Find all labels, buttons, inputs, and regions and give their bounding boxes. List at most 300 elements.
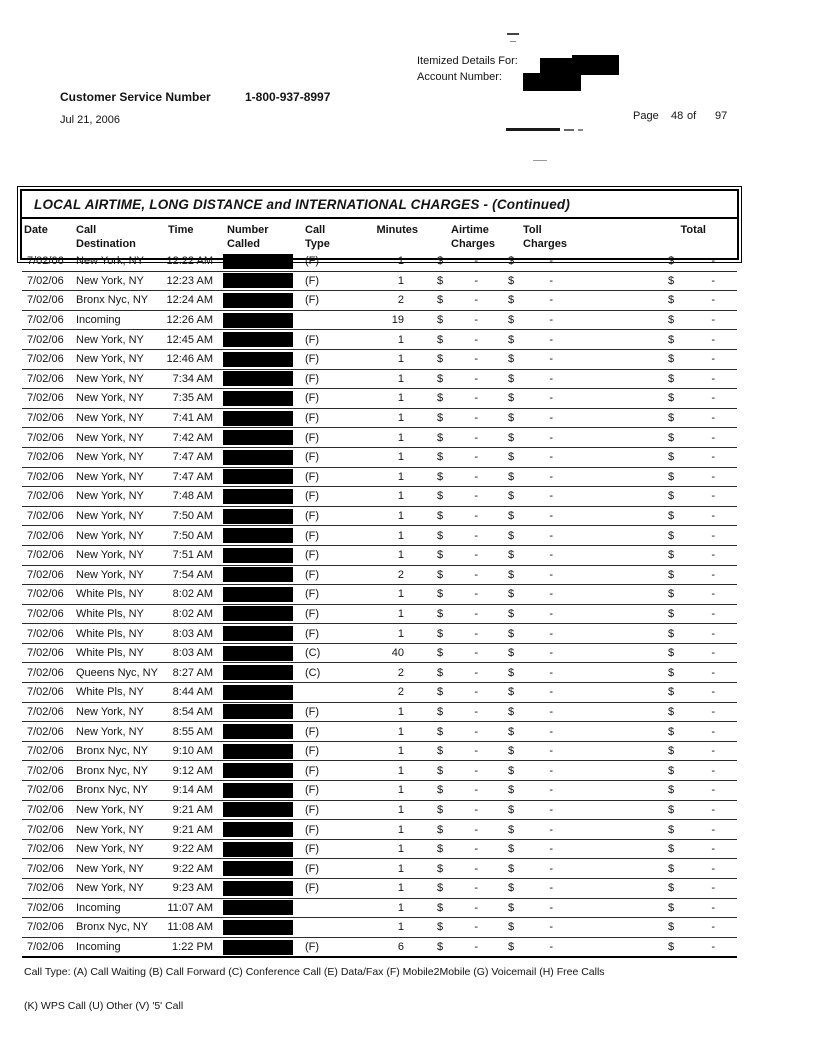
total-cell: [567, 624, 737, 644]
airtime-charges-cell: [422, 428, 484, 448]
date-cell: 7/02/06: [22, 310, 64, 330]
redacted-phone-number: [223, 313, 293, 328]
redacted-phone-number: [223, 606, 293, 621]
currency-symbol: $: [437, 901, 444, 914]
date-cell: 7/02/06: [22, 467, 64, 487]
currency-symbol: $: [508, 705, 515, 718]
date-cell: 7/02/06: [22, 506, 64, 526]
currency-symbol: $: [437, 431, 444, 444]
call-type-cell: (F): [303, 741, 355, 761]
number-called-cell: [213, 781, 303, 801]
total-cell: [567, 683, 737, 703]
amount-value: -: [474, 510, 478, 523]
toll-charges-cell: [484, 349, 567, 369]
airtime-charges-cell: [422, 937, 484, 957]
currency-symbol: $: [508, 431, 515, 444]
total-cell: [567, 800, 737, 820]
amount-value: -: [474, 412, 478, 425]
total-cell: [567, 291, 737, 311]
amount-value: -: [474, 333, 478, 346]
amount-value: -: [474, 255, 478, 268]
airtime-charges-cell: [422, 839, 484, 859]
amount-value: -: [711, 764, 715, 777]
time-cell: 9:23 AM: [162, 879, 213, 899]
time-cell: 1:22 PM: [162, 937, 213, 957]
amount-value: -: [549, 764, 553, 777]
total-cell: [567, 663, 737, 683]
number-called-cell: [213, 369, 303, 389]
currency-symbol: $: [437, 725, 444, 738]
toll-charges-cell: [484, 683, 567, 703]
amount-value: -: [549, 255, 553, 268]
airtime-charges-cell: [422, 545, 484, 565]
currency-symbol: $: [668, 843, 675, 856]
call-destination-cell: New York, NY: [64, 702, 162, 722]
amount-value: -: [549, 823, 553, 836]
scan-mark: [564, 129, 574, 131]
call-destination-cell: New York, NY: [64, 349, 162, 369]
call-type-cell: (F): [303, 761, 355, 781]
redacted-phone-number: [223, 450, 293, 465]
date-cell: 7/02/06: [22, 918, 64, 938]
amount-value: -: [711, 784, 715, 797]
call-row: [22, 447, 737, 467]
call-row: [22, 722, 737, 742]
amount-value: -: [549, 490, 553, 503]
date-cell: 7/02/06: [22, 291, 64, 311]
currency-symbol: $: [668, 705, 675, 718]
amount-value: -: [711, 686, 715, 699]
redacted-phone-number: [223, 783, 293, 798]
toll-charges-cell: [484, 369, 567, 389]
airtime-charges-cell: [422, 330, 484, 350]
redacted-phone-number: [223, 391, 293, 406]
total-cell: [567, 526, 737, 546]
currency-symbol: $: [668, 686, 675, 699]
currency-symbol: $: [437, 882, 444, 895]
call-type-cell: (F): [303, 879, 355, 899]
toll-charges-cell: [484, 663, 567, 683]
minutes-cell: 2: [355, 291, 422, 311]
amount-value: -: [474, 941, 478, 954]
redacted-phone-number: [223, 881, 293, 896]
toll-charges-cell: [484, 545, 567, 565]
call-type-cell: (F): [303, 330, 355, 350]
amount-value: -: [549, 588, 553, 601]
currency-symbol: $: [437, 353, 444, 366]
toll-charges-cell: [484, 585, 567, 605]
currency-symbol: $: [668, 274, 675, 287]
amount-value: -: [474, 823, 478, 836]
currency-symbol: $: [668, 314, 675, 327]
call-destination-cell: New York, NY: [64, 389, 162, 409]
amount-value: -: [474, 784, 478, 797]
call-type-cell: (F): [303, 624, 355, 644]
currency-symbol: $: [668, 666, 675, 679]
currency-symbol: $: [668, 764, 675, 777]
date-cell: 7/02/06: [22, 428, 64, 448]
currency-symbol: $: [508, 666, 515, 679]
call-destination-cell: New York, NY: [64, 879, 162, 899]
total-cell: [567, 604, 737, 624]
amount-value: -: [474, 921, 478, 934]
minutes-cell: 2: [355, 683, 422, 703]
currency-symbol: $: [508, 255, 515, 268]
scan-mark: [507, 33, 519, 35]
currency-symbol: $: [508, 882, 515, 895]
airtime-charges-cell: [422, 447, 484, 467]
amount-value: -: [711, 274, 715, 287]
total-cell: [567, 506, 737, 526]
amount-value: -: [711, 529, 715, 542]
page-of-label: of: [687, 110, 697, 122]
call-destination-cell: Incoming: [64, 898, 162, 918]
call-type-cell: [303, 898, 355, 918]
call-destination-cell: New York, NY: [64, 447, 162, 467]
charges-table: [22, 252, 737, 958]
currency-symbol: $: [508, 823, 515, 836]
currency-symbol: $: [437, 745, 444, 758]
call-type-cell: (F): [303, 800, 355, 820]
currency-symbol: $: [437, 510, 444, 523]
toll-charges-cell: [484, 526, 567, 546]
amount-value: -: [474, 803, 478, 816]
amount-value: -: [549, 803, 553, 816]
call-row: [22, 820, 737, 840]
amount-value: -: [711, 705, 715, 718]
toll-charges-cell: [484, 565, 567, 585]
airtime-charges-cell: [422, 859, 484, 879]
minutes-cell: 2: [355, 663, 422, 683]
time-cell: 7:51 AM: [162, 545, 213, 565]
airtime-charges-cell: [422, 624, 484, 644]
number-called-cell: [213, 545, 303, 565]
total-cell: [567, 545, 737, 565]
redacted-phone-number: [223, 371, 293, 386]
call-destination-cell: White Pls, NY: [64, 624, 162, 644]
amount-value: -: [711, 803, 715, 816]
currency-symbol: $: [508, 470, 515, 483]
total-cell: [567, 271, 737, 291]
airtime-charges-cell: [422, 310, 484, 330]
redacted-phone-number: [223, 842, 293, 857]
airtime-charges-cell: [422, 702, 484, 722]
currency-symbol: $: [668, 823, 675, 836]
amount-value: -: [549, 862, 553, 875]
date-cell: 7/02/06: [22, 252, 64, 271]
amount-value: -: [711, 882, 715, 895]
number-called-cell: [213, 252, 303, 271]
currency-symbol: $: [437, 314, 444, 327]
total-cell: [567, 467, 737, 487]
date-cell: 7/02/06: [22, 683, 64, 703]
total-cell: [567, 349, 737, 369]
date-cell: 7/02/06: [22, 408, 64, 428]
currency-symbol: $: [668, 588, 675, 601]
call-type-cell: (F): [303, 428, 355, 448]
call-row: [22, 800, 737, 820]
call-type-cell: (F): [303, 859, 355, 879]
airtime-charges-cell: [422, 604, 484, 624]
number-called-cell: [213, 565, 303, 585]
date-cell: 7/02/06: [22, 741, 64, 761]
currency-symbol: $: [437, 529, 444, 542]
airtime-charges-cell: [422, 585, 484, 605]
redacted-phone-number: [223, 822, 293, 837]
amount-value: -: [549, 921, 553, 934]
toll-charges-cell: [484, 624, 567, 644]
total-cell: [567, 741, 737, 761]
minutes-cell: 1: [355, 271, 422, 291]
time-cell: 12:23 AM: [162, 271, 213, 291]
amount-value: -: [474, 470, 478, 483]
call-destination-cell: White Pls, NY: [64, 585, 162, 605]
redacted-phone-number: [223, 665, 293, 680]
minutes-cell: 1: [355, 330, 422, 350]
time-cell: 12:46 AM: [162, 349, 213, 369]
currency-symbol: $: [508, 529, 515, 542]
amount-value: -: [474, 490, 478, 503]
time-cell: 8:02 AM: [162, 604, 213, 624]
time-cell: 7:35 AM: [162, 389, 213, 409]
amount-value: -: [549, 568, 553, 581]
airtime-charges-cell: [422, 643, 484, 663]
total-cell: [567, 310, 737, 330]
call-row: [22, 428, 737, 448]
currency-symbol: $: [508, 294, 515, 307]
currency-symbol: $: [508, 745, 515, 758]
call-type-cell: (C): [303, 663, 355, 683]
date-cell: 7/02/06: [22, 702, 64, 722]
call-destination-cell: New York, NY: [64, 369, 162, 389]
currency-symbol: $: [437, 862, 444, 875]
currency-symbol: $: [668, 882, 675, 895]
currency-symbol: $: [668, 803, 675, 816]
redacted-phone-number: [223, 352, 293, 367]
time-cell: 9:21 AM: [162, 820, 213, 840]
currency-symbol: $: [508, 372, 515, 385]
currency-symbol: $: [668, 901, 675, 914]
redacted-phone-number: [223, 411, 293, 426]
toll-charges-cell: [484, 428, 567, 448]
currency-symbol: $: [668, 451, 675, 464]
time-cell: 8:55 AM: [162, 722, 213, 742]
call-destination-cell: Bronx Nyc, NY: [64, 781, 162, 801]
time-cell: 9:12 AM: [162, 761, 213, 781]
call-type-cell: (F): [303, 291, 355, 311]
call-type-cell: (F): [303, 252, 355, 271]
toll-charges-cell: [484, 506, 567, 526]
currency-symbol: $: [437, 392, 444, 405]
minutes-cell: 1: [355, 702, 422, 722]
redacted-phone-number: [223, 744, 293, 759]
airtime-charges-cell: [422, 389, 484, 409]
minutes-cell: 1: [355, 781, 422, 801]
amount-value: -: [711, 490, 715, 503]
call-type-cell: (F): [303, 467, 355, 487]
call-row: [22, 252, 737, 271]
currency-symbol: $: [668, 921, 675, 934]
currency-symbol: $: [668, 510, 675, 523]
charges-table-title: LOCAL AIRTIME, LONG DISTANCE and INTERNATIONAL CHARGES - (Continued): [22, 191, 737, 219]
redacted-phone-number: [223, 293, 293, 308]
amount-value: -: [549, 725, 553, 738]
toll-charges-cell: [484, 604, 567, 624]
amount-value: -: [549, 784, 553, 797]
redacted-phone-number: [223, 254, 293, 269]
call-type-cell: (F): [303, 369, 355, 389]
call-destination-cell: Queens Nyc, NY: [64, 663, 162, 683]
amount-value: -: [474, 294, 478, 307]
toll-charges-cell: [484, 310, 567, 330]
currency-symbol: $: [437, 470, 444, 483]
call-type-legend-line-1: Call Type: (A) Call Waiting (B) Call Forward (C) Conference Call (E) Data/Fax (F) Mobile2Mobile (G) Voicemail (H) Free Calls: [24, 966, 605, 978]
date-cell: 7/02/06: [22, 545, 64, 565]
call-destination-cell: New York, NY: [64, 408, 162, 428]
amount-value: -: [549, 333, 553, 346]
amount-value: -: [549, 510, 553, 523]
col-header-minutes: Minutes: [376, 224, 418, 236]
time-cell: 9:22 AM: [162, 859, 213, 879]
date-cell: 7/02/06: [22, 624, 64, 644]
minutes-cell: 1: [355, 879, 422, 899]
amount-value: -: [474, 764, 478, 777]
currency-symbol: $: [508, 921, 515, 934]
date-cell: 7/02/06: [22, 800, 64, 820]
date-cell: 7/02/06: [22, 585, 64, 605]
amount-value: -: [711, 333, 715, 346]
number-called-cell: [213, 467, 303, 487]
amount-value: -: [549, 529, 553, 542]
redacted-phone-number: [223, 940, 293, 955]
currency-symbol: $: [508, 764, 515, 777]
amount-value: -: [474, 314, 478, 327]
number-called-cell: [213, 526, 303, 546]
call-row: [22, 937, 737, 957]
total-cell: [567, 487, 737, 507]
col-header-total: Total: [680, 224, 706, 236]
minutes-cell: 1: [355, 389, 422, 409]
call-row: [22, 487, 737, 507]
account-number-label: Account Number:: [417, 70, 502, 83]
minutes-cell: 1: [355, 800, 422, 820]
toll-charges-cell: [484, 761, 567, 781]
amount-value: -: [549, 294, 553, 307]
call-destination-cell: New York, NY: [64, 565, 162, 585]
airtime-charges-cell: [422, 291, 484, 311]
date-cell: 7/02/06: [22, 487, 64, 507]
redacted-phone-number: [223, 587, 293, 602]
date-cell: 7/02/06: [22, 761, 64, 781]
currency-symbol: $: [668, 647, 675, 660]
currency-symbol: $: [508, 647, 515, 660]
time-cell: 9:14 AM: [162, 781, 213, 801]
amount-value: -: [474, 392, 478, 405]
date-cell: 7/02/06: [22, 565, 64, 585]
date-cell: 7/02/06: [22, 722, 64, 742]
call-type-cell: (C): [303, 643, 355, 663]
page-total: 97: [715, 110, 728, 122]
amount-value: -: [474, 627, 478, 640]
currency-symbol: $: [668, 412, 675, 425]
minutes-cell: 1: [355, 467, 422, 487]
total-cell: [567, 859, 737, 879]
amount-value: -: [474, 725, 478, 738]
amount-value: -: [474, 549, 478, 562]
number-called-cell: [213, 487, 303, 507]
airtime-charges-cell: [422, 722, 484, 742]
call-row: [22, 683, 737, 703]
call-destination-cell: New York, NY: [64, 467, 162, 487]
currency-symbol: $: [668, 725, 675, 738]
toll-charges-cell: [484, 859, 567, 879]
amount-value: -: [711, 647, 715, 660]
amount-value: -: [474, 274, 478, 287]
amount-value: -: [549, 274, 553, 287]
number-called-cell: [213, 428, 303, 448]
call-type-cell: (F): [303, 722, 355, 742]
currency-symbol: $: [508, 490, 515, 503]
airtime-charges-cell: [422, 408, 484, 428]
redacted-phone-number: [223, 802, 293, 817]
date-cell: 7/02/06: [22, 781, 64, 801]
airtime-charges-cell: [422, 898, 484, 918]
currency-symbol: $: [437, 607, 444, 620]
call-destination-cell: New York, NY: [64, 839, 162, 859]
number-called-cell: [213, 389, 303, 409]
page-number: 48: [671, 110, 684, 122]
toll-charges-cell: [484, 741, 567, 761]
call-destination-cell: Bronx Nyc, NY: [64, 291, 162, 311]
toll-charges-cell: [484, 781, 567, 801]
call-destination-cell: Incoming: [64, 310, 162, 330]
date-cell: 7/02/06: [22, 898, 64, 918]
call-type-cell: (F): [303, 447, 355, 467]
currency-symbol: $: [437, 705, 444, 718]
call-row: [22, 349, 737, 369]
itemized-details-block: [417, 54, 518, 85]
total-cell: [567, 722, 737, 742]
time-cell: 7:34 AM: [162, 369, 213, 389]
minutes-cell: 1: [355, 447, 422, 467]
call-row: [22, 859, 737, 879]
toll-charges-cell: [484, 800, 567, 820]
amount-value: -: [549, 353, 553, 366]
amount-value: -: [549, 549, 553, 562]
amount-value: -: [549, 372, 553, 385]
amount-value: -: [474, 686, 478, 699]
number-called-cell: [213, 643, 303, 663]
minutes-cell: 1: [355, 624, 422, 644]
call-row: [22, 604, 737, 624]
airtime-charges-cell: [422, 467, 484, 487]
call-row: [22, 643, 737, 663]
toll-charges-cell: [484, 447, 567, 467]
amount-value: -: [474, 745, 478, 758]
call-type-cell: (F): [303, 506, 355, 526]
amount-value: -: [711, 510, 715, 523]
itemized-details-label: Itemized Details For:: [417, 55, 518, 67]
minutes-cell: 1: [355, 369, 422, 389]
call-destination-cell: Incoming: [64, 937, 162, 957]
airtime-charges-cell: [422, 918, 484, 938]
currency-symbol: $: [437, 647, 444, 660]
currency-symbol: $: [437, 451, 444, 464]
col-header-date: Date: [24, 224, 48, 236]
number-called-cell: [213, 330, 303, 350]
airtime-charges-cell: [422, 683, 484, 703]
number-called-cell: [213, 879, 303, 899]
